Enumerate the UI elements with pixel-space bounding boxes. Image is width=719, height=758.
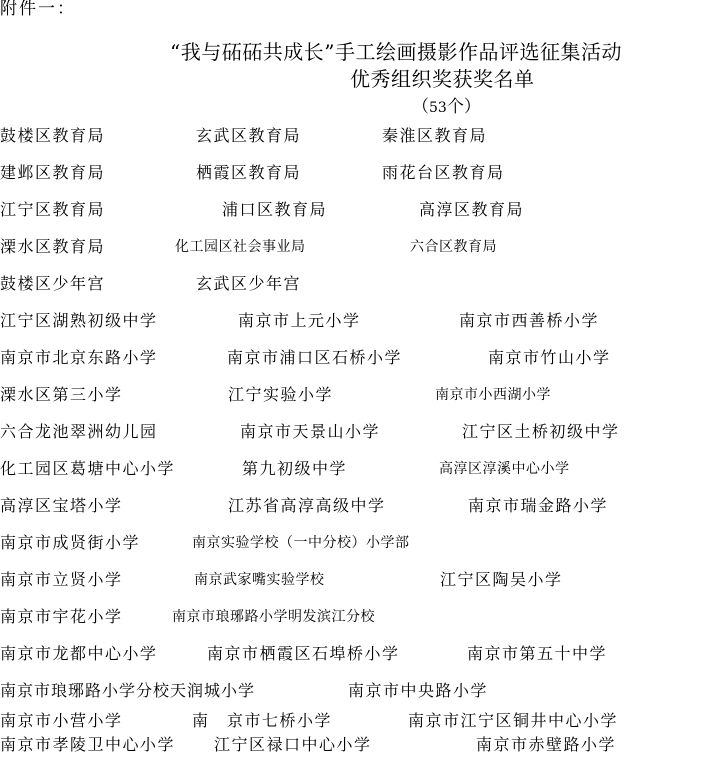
award-entry: 南京武家嘴实验学校 [194,572,325,588]
award-entry: 南京市竹山小学 [488,348,611,367]
award-entry: 鼓楼区教育局 [0,126,106,145]
award-entry: 秦淮区教育局 [382,126,488,145]
award-entry: 南京市孝陵卫中心小学 [0,735,176,754]
award-entry: 南京市立贤小学 [0,570,123,589]
award-entry: 南京市北京东路小学 [0,348,158,367]
award-entry: 南京市龙都中心小学 [0,644,158,663]
award-entry: 江宁实验小学 [228,385,334,404]
award-entry: 江宁区陶吴小学 [440,570,563,589]
award-row [0,271,719,297]
attachment-label: 附件一： [0,0,76,19]
award-entry: 江宁区湖熟初级中学 [0,311,158,330]
count-close: 个） [446,97,481,117]
award-entry: 溧水区教育局 [0,237,106,256]
award-row [0,567,719,593]
award-entry: 江宁区教育局 [0,200,106,219]
award-entry: 高淳区教育局 [419,200,525,219]
award-entry: 第九初级中学 [242,459,348,478]
award-row [0,732,719,758]
award-row [0,197,719,223]
award-entry: 南京市天景山小学 [240,422,381,441]
award-entry: 南京市第五十中学 [467,644,608,663]
award-entry: 南京市宇花小学 [0,607,123,626]
award-entry: 雨花台区教育局 [382,163,505,182]
award-row [0,123,719,149]
award-row [0,308,719,334]
award-row [0,530,719,556]
award-entry: 建邺区教育局 [0,163,106,182]
award-entry: 南京市上元小学 [238,311,361,330]
count-open-paren: （ [412,97,429,117]
award-row [0,708,719,734]
award-row [0,456,719,482]
award-entry: 六合龙池翠洲幼儿园 [0,422,158,441]
award-row [0,678,719,704]
award-row [0,234,719,260]
award-entry: 浦口区教育局 [222,200,328,219]
award-entry: 南京市江宁区铜井中心小学 [408,711,619,730]
award-entry: 玄武区少年宫 [196,274,302,293]
award-entry: 南京市成贤街小学 [0,533,141,552]
award-entry: 南京市中央路小学 [348,681,489,700]
award-entry: 南 京市七桥小学 [192,711,333,730]
award-entry: 南京市小营小学 [0,711,123,730]
award-entry: 南京市琅琊路小学明发滨江分校 [172,609,375,625]
award-entry: 化工园区葛塘中心小学 [0,459,176,478]
award-entry: 南京市栖霞区石埠桥小学 [207,644,400,663]
award-entry: 南京实验学校（一中分校）小学部 [192,535,410,551]
award-entry: 南京市瑞金路小学 [468,496,609,515]
award-entry: 南京市赤壁路小学 [476,735,617,754]
award-entry: 江宁区禄口中心小学 [214,735,372,754]
award-entry: 化工园区社会事业局 [175,239,306,255]
award-entry: 南京市浦口区石桥小学 [227,348,403,367]
award-row [0,160,719,186]
award-entry: 栖霞区教育局 [196,163,302,182]
award-row [0,493,719,519]
award-entry: 南京市小西湖小学 [435,387,551,403]
award-entry: 鼓楼区少年宫 [0,274,106,293]
award-entry: 南京市西善桥小学 [459,311,600,330]
award-row [0,419,719,445]
award-row [0,345,719,371]
award-entry: 江宁区土桥初级中学 [462,422,620,441]
award-entry: 六合区教育局 [410,239,497,255]
count-number: 53 [429,100,447,116]
award-row [0,641,719,667]
award-row [0,604,719,630]
award-count [412,92,481,117]
award-entry: 溧水区第三小学 [0,385,123,404]
award-entry: 玄武区教育局 [196,126,302,145]
document-subtitle: 优秀组织奖获奖名单 [350,67,535,91]
award-entry: 高淳区宝塔小学 [0,496,123,515]
award-entry: 江苏省高淳高级中学 [228,496,386,515]
award-row [0,382,719,408]
document-title: “我与砳砳共成长”手工绘画摄影作品评选征集活动 [170,40,622,64]
award-entry: 南京市琅琊路小学分校天润城小学 [0,681,256,700]
award-entry: 高淳区淳溪中心小学 [439,461,570,477]
